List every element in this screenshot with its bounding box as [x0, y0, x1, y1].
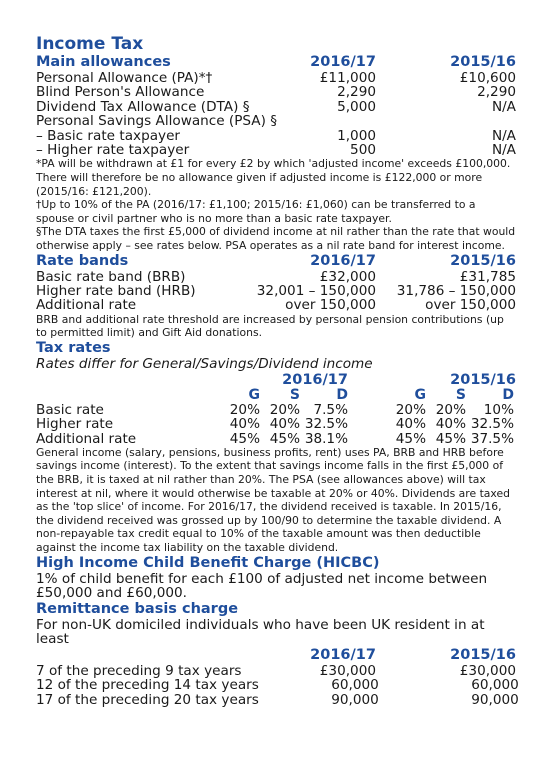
- table-row: Personal Savings Allowance (PSA) §: [36, 113, 278, 130]
- main-allowances-heading: Main allowances: [36, 54, 171, 70]
- tax-rates-years: [36, 372, 516, 388]
- year-2016-17: 2016/17: [282, 372, 348, 388]
- year-2015-16: 2015/16: [450, 372, 516, 388]
- income-tax-page: [36, 34, 519, 708]
- table-row: – Higher rate taxpayer 500 N/A: [36, 142, 516, 159]
- footnote-transfer: †Up to 10% of the PA (2016/17: £1,100; 2015/16: £1,060) can be transferred to a spouse or civil partner who is no more than a basic rate taxpayer.: [36, 198, 476, 225]
- year-2016-17: 2016/17: [310, 252, 376, 269]
- year-2015-16: 2015/16: [450, 54, 516, 70]
- table-row: 17 of the preceding 20 tax years 90,000 90,000: [36, 691, 519, 708]
- tax-rates-table: [36, 403, 516, 446]
- table-row: – Basic rate taxpayer 1,000 N/A: [36, 127, 516, 144]
- rate-bands-heading: Rate bands: [36, 252, 129, 269]
- table-row: Basic rate 20% 20% 7.5% 20% 20% 10%: [36, 402, 514, 418]
- rate-bands-header: [36, 253, 516, 270]
- table-row: Blind Person's Allowance 2,290 2,290: [36, 84, 516, 101]
- remittance-intro: For non-UK domiciled individuals who have been UK resident in at least: [36, 616, 485, 648]
- year-2015-16: 2015/16: [450, 252, 516, 269]
- tax-rates-subheading: Rates differ for General/Savings/Dividend income: [36, 356, 373, 372]
- year-2016-17: 2016/17: [310, 54, 376, 70]
- main-allowances-table: [36, 71, 516, 157]
- tax-rates-heading: Tax rates: [36, 340, 111, 356]
- table-row: Personal Allowance (PA)*† £11,000 £10,600: [36, 70, 516, 86]
- table-row: Higher rate 40% 40% 32.5% 40% 40% 32.5%: [36, 416, 514, 433]
- remittance-table: [36, 663, 519, 708]
- table-row: 12 of the preceding 14 tax years 60,000 60,000: [36, 677, 519, 694]
- hicbc-text: 1% of child benefit for each £100 of adjusted net income between £50,000 and £60,000.: [36, 570, 488, 602]
- table-row: Dividend Tax Allowance (DTA) § 5,000 N/A: [36, 98, 516, 115]
- footnote-dta: §The DTA taxes the first £5,000 of dividend income at nil rather than the rate that would otherwise apply – see rates below. PSA operates as a nil rate band for interest income.: [36, 225, 516, 252]
- remittance-years: [36, 647, 516, 664]
- tax-rates-note: General income (salary, pensions, business profits, rent) uses PA, BRB and HRB before savings income (interest). To the extent that savings income falls in the first £5,000 of the BRB, it is taxed at nil rather than 20%. The PSA (see allowances above) will tax interest at nil, where it would otherwise be taxable at 20% or 40%. Dividends are taxed as the 'top slice' of income. For 2016/17, the dividend received is taxable. In 2015/16, the dividend received was grossed up by 100/90 to determine the taxable dividend. A non-repayable tax credit equal to 10% of the taxable amount was then deductible against the income tax liability on the taxable dividend.: [36, 445, 510, 555]
- main-allowances-header: [36, 54, 516, 71]
- page-title: Income Tax: [36, 34, 144, 54]
- rate-bands-table: [36, 270, 516, 313]
- rate-bands-note: BRB and additional rate threshold are increased by personal pension contributions (up to permitted limit) and Gift Aid donations.: [36, 312, 504, 340]
- table-row: 7 of the preceding 9 tax years £30,000 £30,000: [36, 663, 516, 680]
- table-row: Basic rate band (BRB) £32,000 £31,785: [36, 268, 516, 285]
- year-2016-17: 2016/17: [310, 647, 376, 664]
- table-row: Additional rate over 150,000 over 150,000: [36, 297, 516, 314]
- remittance-heading: Remittance basis charge: [36, 600, 239, 617]
- table-row: Additional rate 45% 45% 38.1% 45% 45% 37.5%: [36, 430, 514, 447]
- hicbc-heading: High Income Child Benefit Charge (HICBC): [36, 554, 380, 571]
- tax-rates-column-headers: G S D G S D: [248, 387, 514, 403]
- table-row: Higher rate band (HRB) 32,001 – 150,000 31,786 – 150,000: [36, 283, 516, 299]
- year-2015-16: 2015/16: [450, 647, 516, 664]
- footnote-pa: *PA will be withdrawn at £1 for every £2 by which 'adjusted income' exceeds £100,000. There will therefore be no allowance given if adjusted income is £122,000 or more (2015/16: £121,200).: [36, 157, 511, 198]
